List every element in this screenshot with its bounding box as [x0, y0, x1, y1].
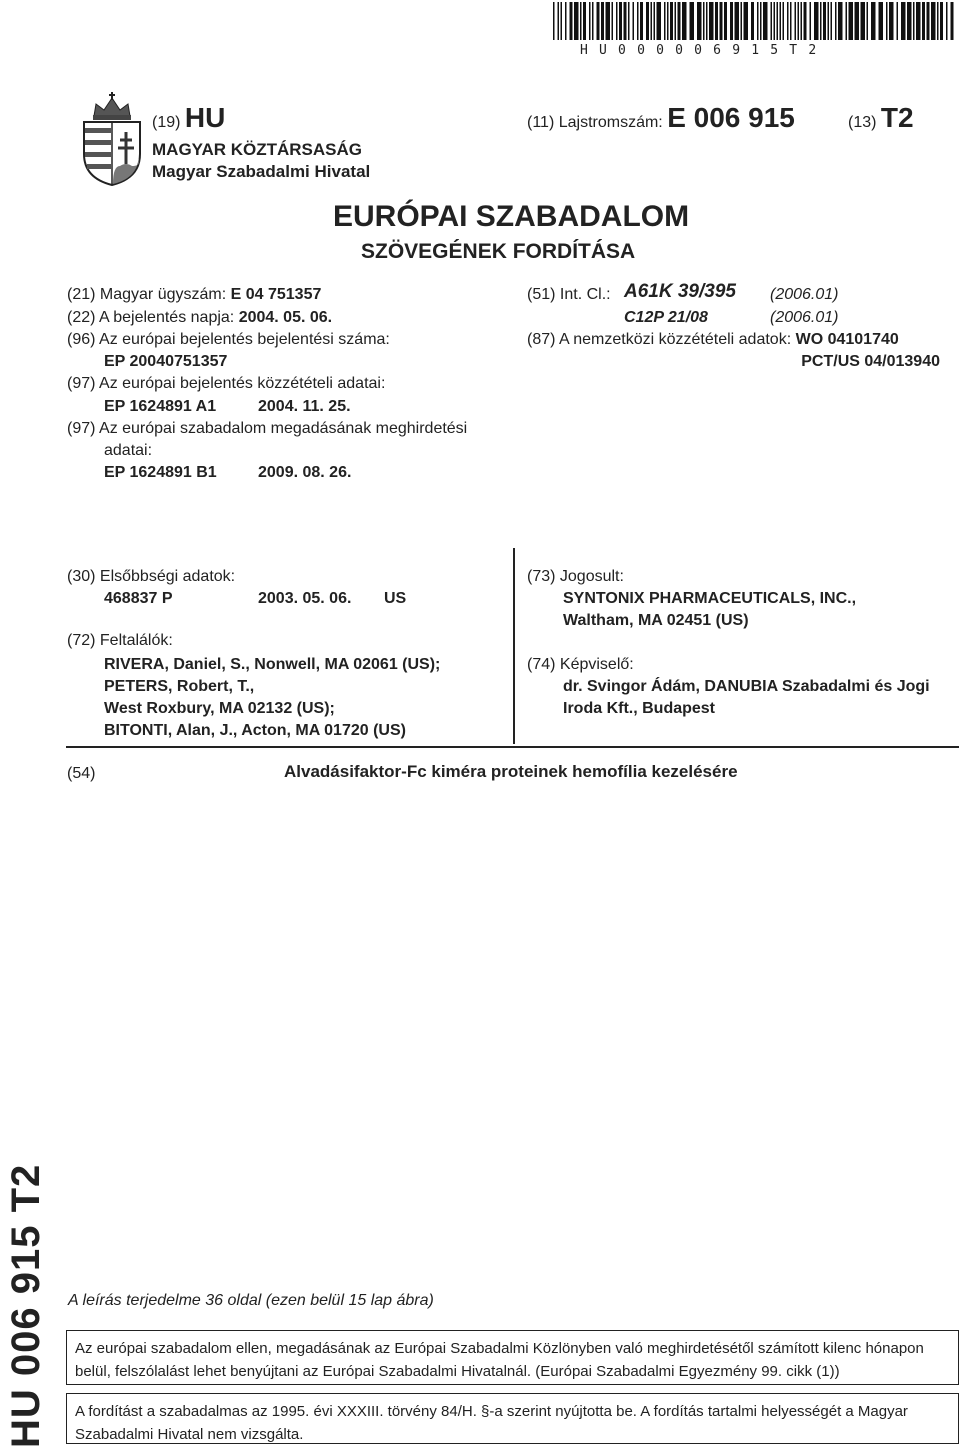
barcode-bar [720, 2, 723, 40]
barcode-bar [760, 2, 762, 40]
barcode-bar [835, 2, 837, 40]
barcode-bar [589, 2, 591, 40]
registry-number: E 006 915 [667, 102, 795, 133]
barcode-bar [831, 2, 833, 40]
barcode-bar [801, 2, 803, 40]
description-length: A leírás terjedelme 36 oldal (ezen belül 15 lap ábra) [68, 1292, 434, 1309]
barcode-bar [849, 2, 854, 40]
barcode-bar [574, 2, 579, 40]
inventor-3 [104, 720, 406, 742]
barcode-bar [709, 2, 714, 40]
barcode-bar [624, 2, 627, 40]
field-96-label: (96) Az európai bejelentés bejelentési száma: [67, 331, 390, 348]
barcode-bar [724, 2, 727, 40]
barcode-bar [820, 2, 822, 40]
barcode-bar [633, 2, 635, 40]
barcode-bar [861, 2, 866, 40]
barcode-bar [580, 2, 582, 40]
barcode-bar [771, 2, 773, 40]
barcode-bar [664, 2, 666, 40]
barcode-bar [640, 2, 643, 40]
barcode-bar [790, 2, 792, 40]
barcode-bar [612, 2, 614, 40]
inventor-3-address: , Acton, MA 01720 (US) [232, 722, 406, 739]
barcode-bar [907, 2, 912, 40]
country-field [152, 102, 225, 134]
office-name: Magyar Szabadalmi Hivatal [152, 162, 371, 181]
barcode-bar [637, 2, 639, 40]
barcode-bar [703, 2, 705, 40]
side-publication-code: HU 006 915 T2 [4, 1163, 48, 1448]
field-21-label: (21) Magyar ügyszám: [67, 286, 227, 303]
barcode-bar [583, 2, 586, 40]
barcode-bar [828, 2, 830, 40]
barcode-bar [927, 2, 930, 40]
country-code: (19) [152, 114, 181, 131]
barcode-bar [654, 2, 656, 40]
field-97a-date: 2004. 11. 25. [258, 398, 351, 415]
field-97b-date: 2009. 08. 26. [258, 464, 352, 481]
barcode-bar [651, 2, 653, 40]
field-22-value: 2004. 05. 06. [238, 309, 333, 326]
priority-label: (30) Elsőbbségi adatok: [67, 568, 236, 585]
kind-field [848, 102, 914, 134]
barcode-bar [744, 2, 749, 40]
barcode-bar [871, 2, 876, 40]
representative-line-1: dr. Svingor Ádám, DANUBIA Szabadalmi és Jogi [563, 678, 930, 695]
barcode-bar [783, 2, 785, 40]
barcode-bar [951, 2, 954, 40]
field-21 [67, 284, 321, 306]
barcode-bar [690, 2, 695, 40]
priority-number: 468837 P [104, 590, 173, 607]
barcode-bar [787, 2, 789, 40]
barcode-bar [675, 2, 677, 40]
field-22 [67, 307, 332, 329]
field-97a-label: (97) Az európai bejelentés közzétételi adatai: [67, 375, 386, 392]
representative-city: , Budapest [633, 700, 716, 717]
inventor-2-name: PETERS, Robert, T. [104, 678, 250, 695]
barcode-bar [697, 2, 702, 40]
field-51-class-2: C12P 21/08 [624, 309, 708, 326]
barcode-bar [646, 2, 649, 40]
doc-title: EURÓPAI SZABADALOM [333, 200, 690, 233]
barcode-bar [886, 2, 888, 40]
field-51-class-1: A61K 39/395 [624, 281, 736, 302]
barcode-bar [706, 2, 708, 40]
barcode-bar [846, 2, 848, 40]
barcode-bar [592, 2, 594, 40]
registry-label: (11) Lajstromszám: [527, 114, 663, 131]
barcode-bar [889, 2, 894, 40]
barcode-bar [814, 2, 819, 40]
column-divider [513, 548, 515, 744]
kind-code: (13) [848, 114, 877, 131]
barcode-bar [804, 2, 807, 40]
field-21-value: E 04 751357 [230, 286, 322, 303]
barcode-bar [628, 2, 630, 40]
priority-date: 2003. 05. 06. [258, 590, 352, 607]
representative-firm: Iroda Kft. [563, 700, 634, 717]
barcode-bar [777, 2, 779, 40]
inventor-1-address: , Nonwell, MA 02061 (US); [245, 656, 441, 673]
field-96-value: EP 20040751357 [104, 353, 228, 370]
field-87-value-1: WO 04101740 [795, 331, 899, 348]
representative-line-2 [563, 698, 715, 720]
barcode-bar [741, 2, 743, 40]
inventor-1-name: RIVERA, Daniel, S. [104, 656, 246, 673]
doc-subtitle: SZÖVEGÉNEK FORDÍTÁSA [361, 240, 636, 263]
invention-title: Alvadásifaktor-Fc kiméra proteinek hemofília kezelésére [284, 762, 738, 781]
field-97a-number: EP 1624891 A1 [104, 398, 217, 415]
barcode-bar [763, 2, 768, 40]
barcode-bar [922, 2, 925, 40]
barcode-bar [897, 2, 899, 40]
proprietor-address: Waltham, MA 02451 (US) [563, 612, 749, 629]
inventor-2 [104, 676, 254, 698]
barcode-bar [940, 2, 943, 40]
inventor-3-name: BITONTI, Alan, J. [104, 722, 233, 739]
inventor-2-address: West Roxbury, MA 02132 (US); [104, 700, 335, 717]
barcode [553, 2, 958, 40]
field-97b-number: EP 1624891 B1 [104, 464, 217, 481]
barcode-bar [855, 2, 860, 40]
inventor-1 [104, 654, 440, 676]
field-51-label: (51) Int. Cl.: [527, 286, 611, 303]
barcode-bar [913, 2, 915, 40]
barcode-bar [751, 2, 754, 40]
barcode-bar [678, 2, 681, 40]
field-22-label: (22) A bejelentés napja: [67, 309, 235, 326]
proprietor-sep: , [851, 590, 857, 607]
barcode-bar [730, 2, 733, 40]
field-97b-label-1: (97) Az európai szabadalom megadásának meghirdetési [67, 420, 468, 437]
barcode-bar [946, 2, 948, 40]
inventors-label: (72) Feltalálók: [67, 632, 173, 649]
divider-rule [66, 746, 959, 748]
barcode-bar [735, 2, 740, 40]
proprietor-name [563, 588, 856, 610]
barcode-bar [774, 2, 776, 40]
priority-country: US [384, 590, 407, 607]
barcode-bar [561, 2, 563, 40]
barcode-bar [798, 2, 800, 40]
republic-name: MAGYAR KÖZTÁRSASÁG [152, 140, 362, 159]
barcode-bar [810, 2, 812, 40]
barcode-bar [931, 2, 936, 40]
barcode-bar [667, 2, 669, 40]
barcode-bar [657, 2, 662, 40]
field-51-version-2: (2006.01) [770, 309, 839, 326]
barcode-bar [838, 2, 843, 40]
barcode-bar [879, 2, 884, 40]
hungarian-coat-of-arms-icon [80, 92, 144, 186]
barcode-bar [565, 2, 567, 40]
barcode-bar [937, 2, 939, 40]
representative-label: (74) Képviselő: [527, 656, 634, 673]
barcode-bar [795, 2, 797, 40]
country: HU [184, 102, 226, 133]
opposition-notice: Az európai szabadalom ellen, megadásának az Európai Szabadalmi Közlönyben való meghirdetésétől számított kilenc hónapon belül, felszólalást lehet benyújtani az Európai Szabadalmi Hivatalnál. (Európai Szabadalmi Egyezmény 99. cikk (1)) [66, 1330, 959, 1385]
field-87-value-2: PCT/US 04/013940 [801, 353, 940, 370]
barcode-bar [757, 2, 759, 40]
proprietor-company: SYNTONIX PHARMACEUTICALS, INC. [563, 590, 852, 607]
barcode-bar [916, 2, 921, 40]
field-97b-label-2: adatai: [104, 442, 153, 459]
proprietor-label: (73) Jogosult: [527, 568, 624, 585]
inventor-2-sep: , [249, 678, 255, 695]
barcode-bar [901, 2, 906, 40]
barcode-bar [682, 2, 687, 40]
title-code: (54) [67, 765, 96, 782]
field-51-version-1: (2006.01) [770, 286, 839, 303]
barcode-bar [601, 2, 604, 40]
field-87-label: (87) A nemzetközi közzétételi adatok: [527, 331, 792, 348]
barcode-bar [570, 2, 573, 40]
barcode-bar [597, 2, 600, 40]
barcode-bar [553, 2, 555, 40]
barcode-bar [867, 2, 869, 40]
barcode-text: HU000006915T2 [580, 43, 828, 58]
barcode-bar [823, 2, 826, 40]
barcode-bar [619, 2, 622, 40]
field-87 [527, 329, 899, 351]
barcode-bar [558, 2, 560, 40]
barcode-bar [616, 2, 618, 40]
barcode-bar [780, 2, 782, 40]
barcode-bar [670, 2, 673, 40]
barcode-bar [715, 2, 718, 40]
registry-field [527, 102, 795, 134]
kind: T2 [880, 102, 914, 133]
barcode-bar [606, 2, 611, 40]
translation-notice: A fordítást a szabadalmas az 1995. évi XXXIII. törvény 84/H. §-a szerint nyújtotta be. A fordítás tartalmi helyességét a Magyar Szabadalmi Hivatal nem vizsgálta. [66, 1393, 959, 1444]
